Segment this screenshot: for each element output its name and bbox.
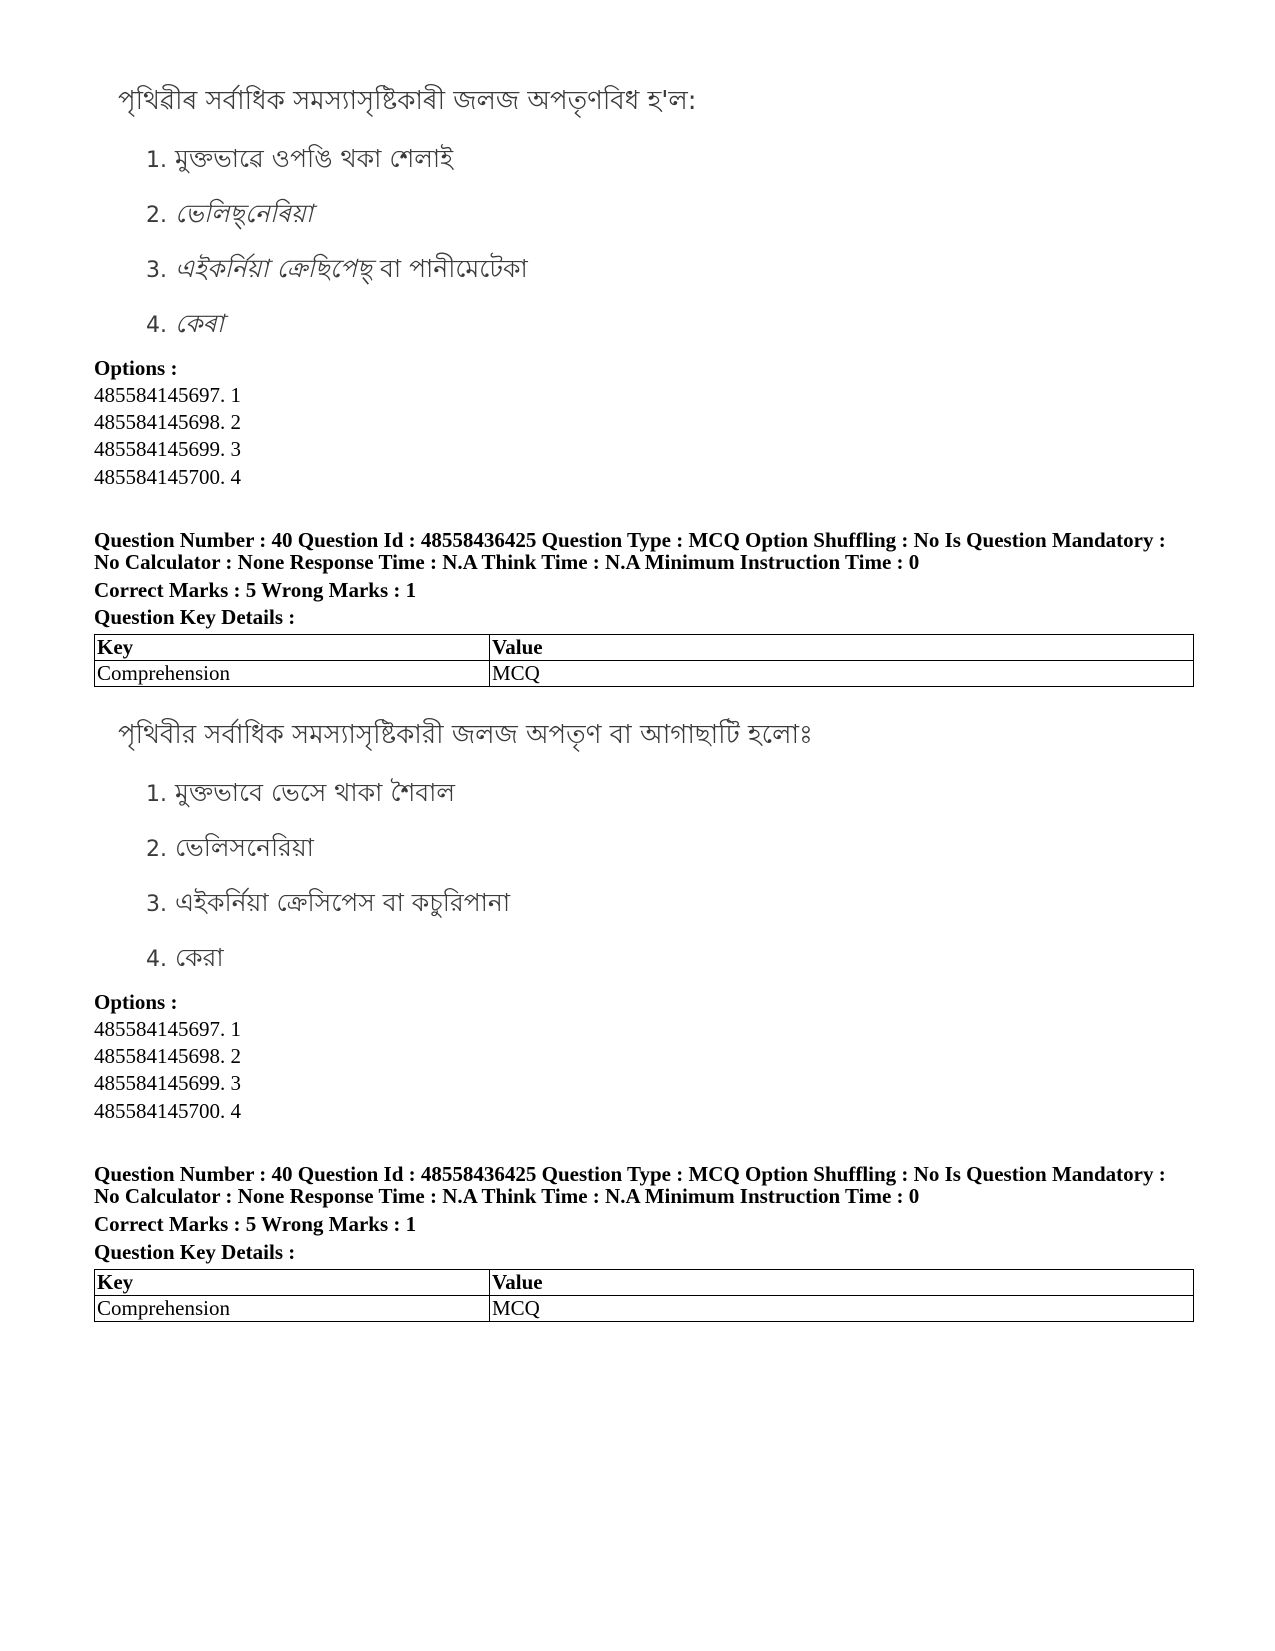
table-header-row — [95, 1270, 1194, 1296]
choice-4: 4. কেরা — [146, 943, 224, 972]
option-line: 485584145698. 2 — [94, 410, 241, 434]
options-title: Options : — [94, 356, 178, 380]
option-line: 485584145700. 4 — [94, 465, 241, 489]
choice-1: 1. মুক্তভাৱে ওপঙি থকা শেলাই — [146, 144, 454, 173]
choice-3: 3. এইকর্নিয়া ক্রেসিপেস বা কচুরিপানা — [146, 888, 511, 917]
table-header-value: Value — [490, 1270, 1194, 1296]
option-line: 485584145697. 1 — [94, 1017, 241, 1041]
table-row — [95, 1296, 1194, 1322]
question-stem: পৃথিৱীৰ সৰ্বাধিক সমস্যাসৃষ্টিকাৰী জলজ অপতৃণবিধ হ'ল: — [118, 86, 697, 116]
question-key-details-title: Question Key Details : — [94, 605, 296, 629]
choice-4: 4. কেৰা — [146, 309, 224, 338]
question-key-details-title: Question Key Details : — [94, 1240, 296, 1264]
table-cell-value: MCQ — [490, 1296, 1194, 1322]
question-meta-line-2: No Calculator : None Response Time : N.A Think Time : N.A Minimum Instruction Time : 0 — [94, 550, 920, 574]
option-line: 485584145698. 2 — [94, 1044, 241, 1068]
question-marks: Correct Marks : 5 Wrong Marks : 1 — [94, 1212, 417, 1236]
question-key-table — [94, 634, 1194, 687]
table-header-value: Value — [490, 635, 1194, 661]
question-meta-line-1: Question Number : 40 Question Id : 48558436425 Question Type : MCQ Option Shuffling : No Is Question Mandatory : — [94, 1162, 1166, 1186]
table-header-key: Key — [95, 635, 490, 661]
question-stem: পৃথিবীর সর্বাধিক সমস্যাসৃষ্টিকারী জলজ অপতৃণ বা আগাছাটি হলোঃ — [118, 720, 813, 750]
option-line: 485584145697. 1 — [94, 383, 241, 407]
option-line: 485584145700. 4 — [94, 1099, 241, 1123]
table-header-key: Key — [95, 1270, 490, 1296]
question-key-table — [94, 1269, 1194, 1322]
table-header-row — [95, 635, 1194, 661]
table-cell-key: Comprehension — [95, 661, 490, 687]
question-image-assamese — [118, 84, 838, 344]
question-marks: Correct Marks : 5 Wrong Marks : 1 — [94, 578, 417, 602]
choice-3: 3. এইকৰ্নিয়া ক্ৰেছিপেছ্ বা পানীমেটেকা — [146, 254, 528, 283]
question-meta-line-2: No Calculator : None Response Time : N.A Think Time : N.A Minimum Instruction Time : 0 — [94, 1184, 920, 1208]
options-title: Options : — [94, 990, 178, 1014]
option-line: 485584145699. 3 — [94, 437, 241, 461]
question-image-bengali — [118, 718, 838, 978]
choice-1: 1. মুক্তভাবে ভেসে থাকা শৈবাল — [146, 778, 456, 807]
choice-2: 2. ভেলিসনেরিয়া — [146, 833, 314, 862]
question-meta-line-1: Question Number : 40 Question Id : 48558436425 Question Type : MCQ Option Shuffling : No Is Question Mandatory : — [94, 528, 1166, 552]
option-line: 485584145699. 3 — [94, 1071, 241, 1095]
table-cell-value: MCQ — [490, 661, 1194, 687]
table-cell-key: Comprehension — [95, 1296, 490, 1322]
table-row — [95, 661, 1194, 687]
choice-2: 2. ভেলিছ্‌নেৰিয়া — [146, 199, 313, 228]
